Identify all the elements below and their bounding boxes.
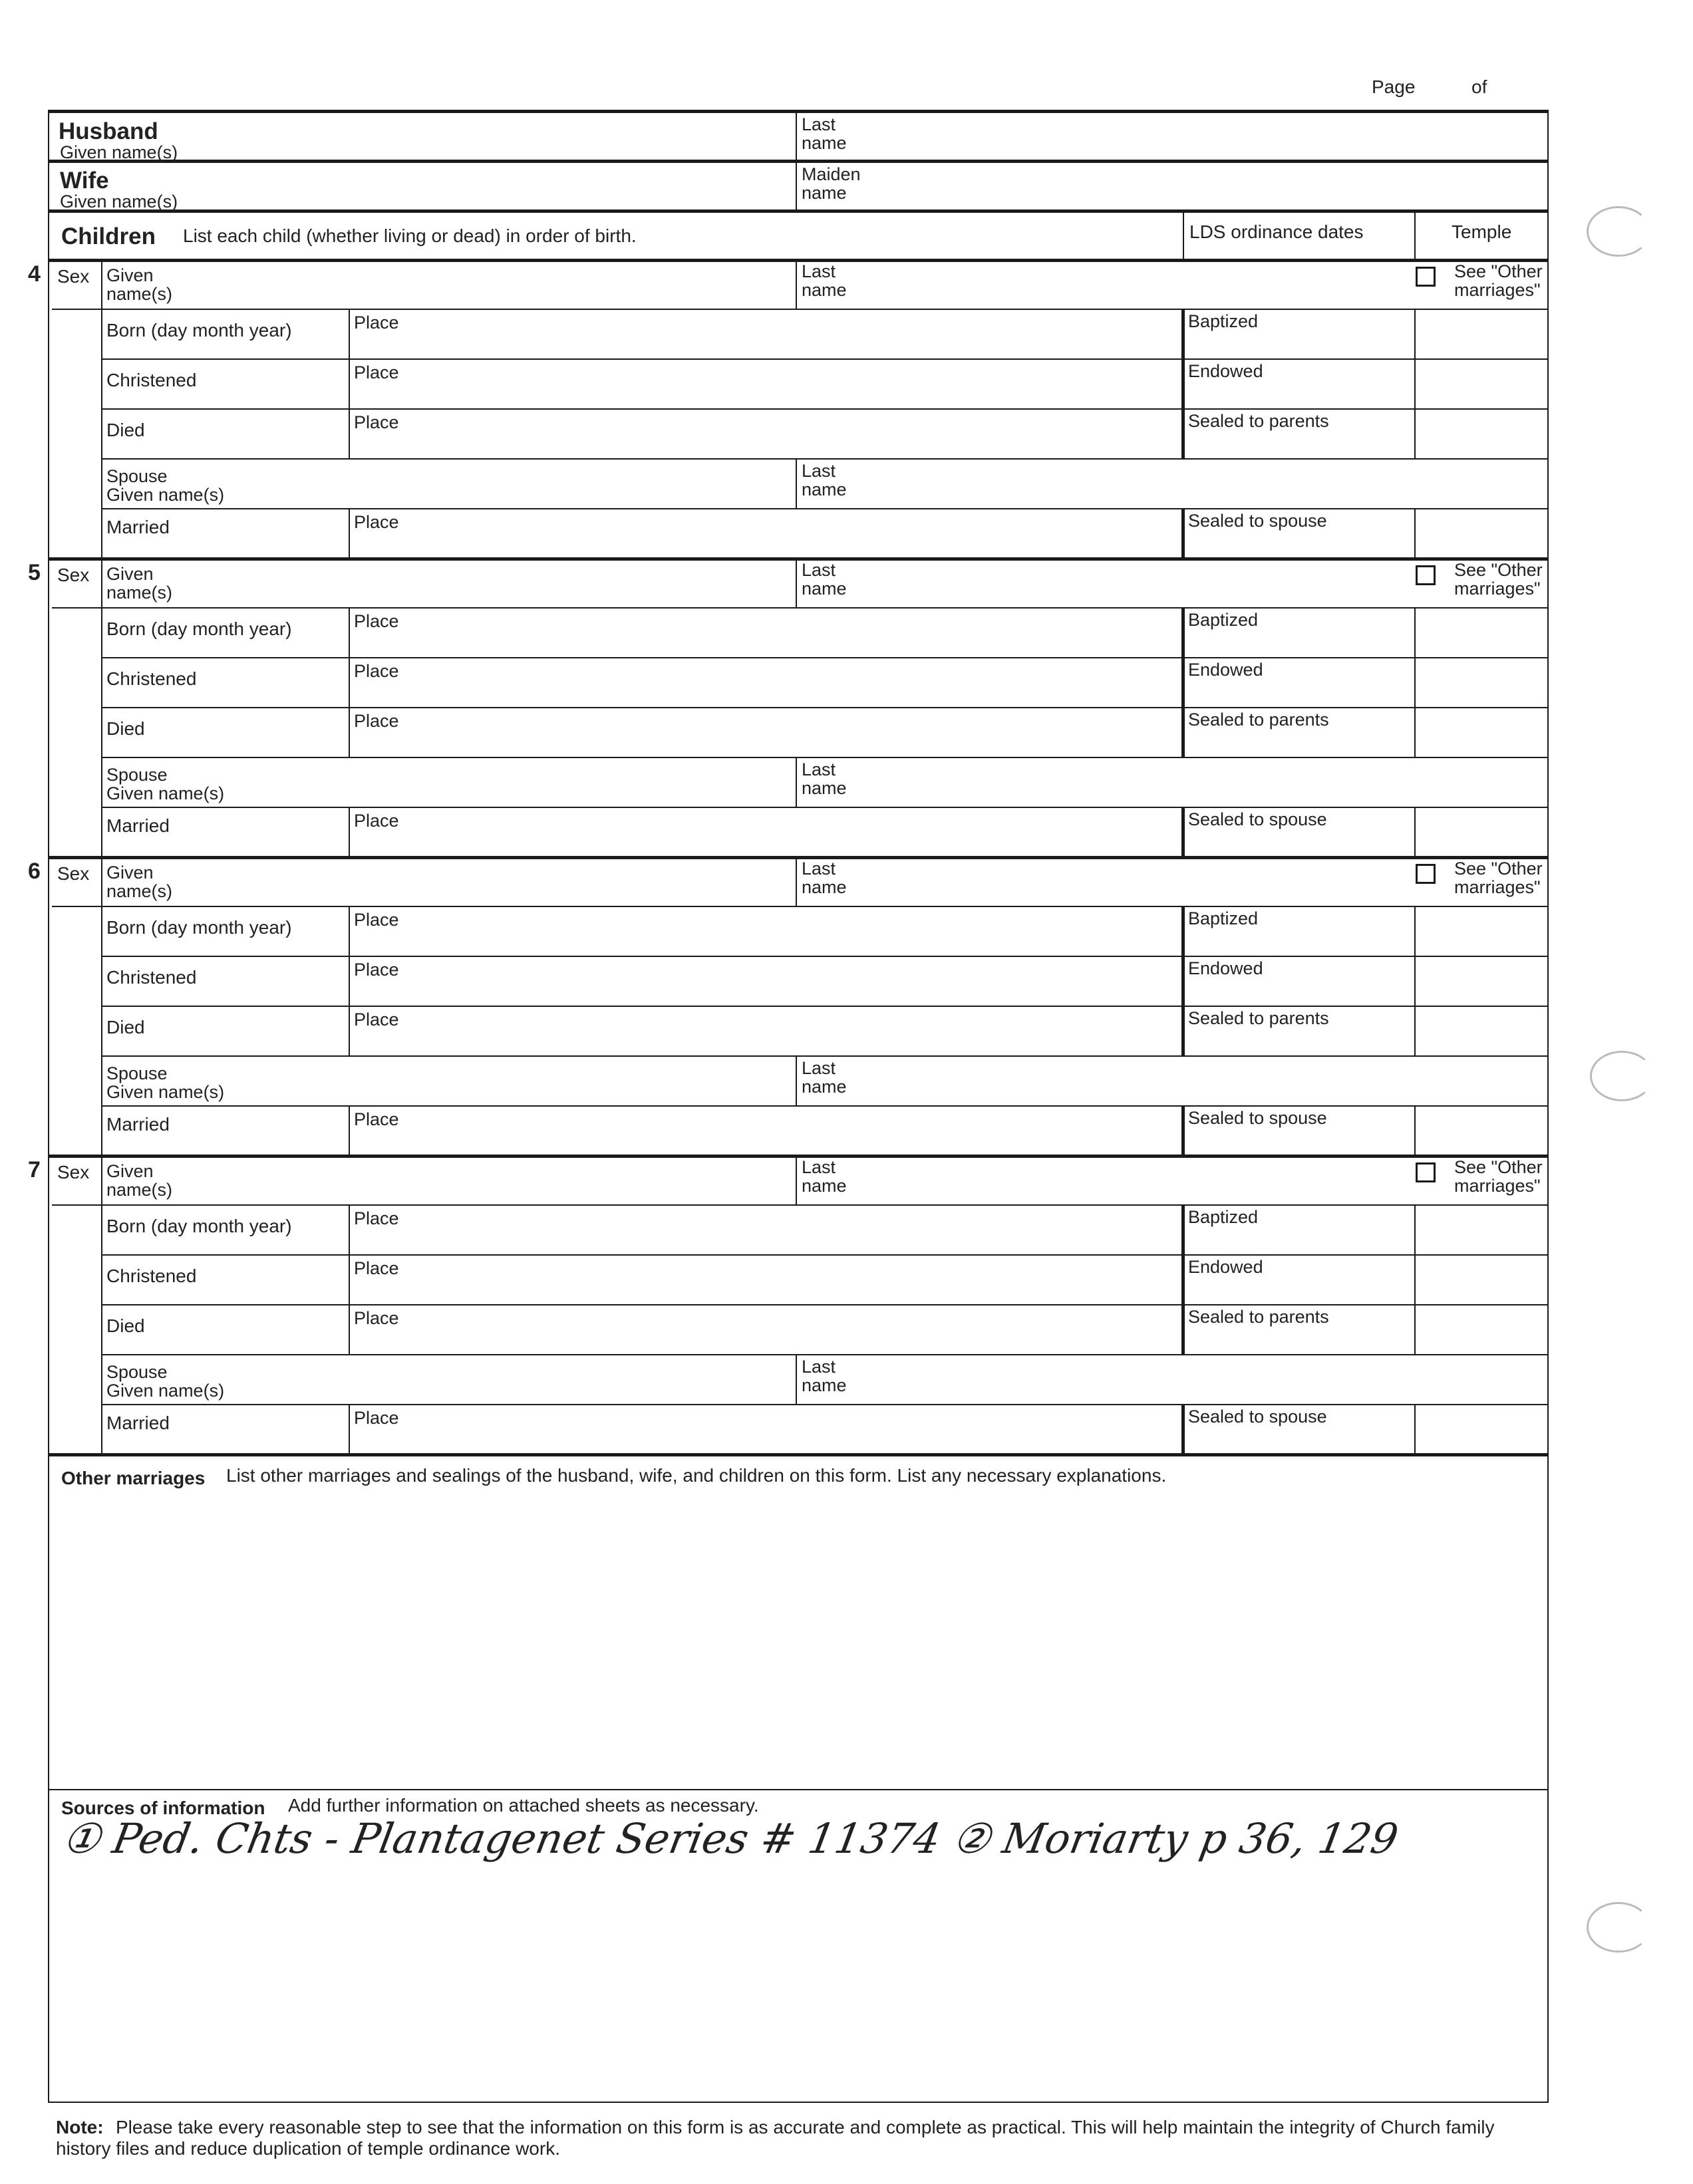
event-place-divider bbox=[349, 1204, 350, 1254]
sources-handwritten: ① Ped. Chts - Plantagenet Series # 11374 ② Moriarty p 36, 129 bbox=[59, 1814, 1402, 1863]
temple-divider bbox=[1414, 707, 1416, 757]
spouse-given-label: Given name(s) bbox=[106, 783, 225, 803]
died-label: Died bbox=[106, 1315, 145, 1336]
husband-title: Husband bbox=[59, 118, 158, 144]
page-number-field[interactable] bbox=[1424, 73, 1463, 97]
temple-divider bbox=[1414, 508, 1416, 557]
last-label: Last bbox=[802, 1157, 836, 1177]
temple-divider bbox=[1414, 1006, 1416, 1055]
note-title: Note: bbox=[56, 2117, 104, 2137]
form-top-border bbox=[48, 110, 1549, 113]
husband-last-label-2: name bbox=[802, 133, 847, 153]
temple-divider bbox=[1414, 1304, 1416, 1354]
punch-hole-top bbox=[1587, 206, 1650, 257]
ordinance-divider bbox=[1181, 807, 1185, 856]
spouse-last-field[interactable] bbox=[865, 761, 1537, 803]
sex-field[interactable] bbox=[52, 589, 98, 851]
temple-divider bbox=[1414, 358, 1416, 408]
married-label: Married bbox=[106, 517, 170, 537]
note-line-2: history files and reduce duplication of temple ordinance work. bbox=[56, 2138, 560, 2159]
spouse-last-divider bbox=[796, 1055, 797, 1105]
event-place-divider bbox=[349, 657, 350, 707]
child-last-field[interactable] bbox=[865, 1159, 1397, 1200]
endowed-label: Endowed bbox=[1188, 958, 1263, 978]
wife-given-label: Given name(s) bbox=[60, 192, 178, 211]
event-place-divider bbox=[349, 358, 350, 408]
sealed-spouse-label: Sealed to spouse bbox=[1188, 1407, 1327, 1427]
row-divider bbox=[101, 1304, 1549, 1305]
christened-place-field[interactable] bbox=[412, 1258, 1177, 1301]
baptized-date-field[interactable] bbox=[1188, 1228, 1408, 1252]
given-label: Given bbox=[106, 1161, 154, 1181]
row-divider bbox=[101, 358, 1549, 360]
event-place-divider bbox=[349, 956, 350, 1006]
event-place-divider bbox=[349, 707, 350, 757]
sealed-spouse-temple-field[interactable] bbox=[1420, 1408, 1543, 1449]
baptized-label: Baptized bbox=[1188, 311, 1259, 331]
christened-label: Christened bbox=[106, 668, 197, 689]
row-divider bbox=[101, 1404, 1549, 1405]
temple-divider bbox=[1414, 1404, 1416, 1453]
place-label: Place bbox=[354, 412, 399, 432]
place-label: Place bbox=[354, 1208, 399, 1228]
sex-field[interactable] bbox=[52, 1186, 98, 1448]
sources-instruction: Add further information on attached sheets as necessary. bbox=[288, 1795, 759, 1816]
lds-ordinance-label: LDS ordinance dates bbox=[1189, 221, 1364, 242]
last-label-2: name bbox=[802, 1176, 847, 1196]
child-block-separator bbox=[48, 1155, 1549, 1158]
married-place-divider bbox=[349, 1105, 350, 1155]
ordinance-divider bbox=[1181, 1105, 1185, 1155]
row-divider bbox=[101, 807, 1549, 808]
endowed-temple-field[interactable] bbox=[1420, 362, 1543, 405]
sealed-spouse-label: Sealed to spouse bbox=[1188, 1108, 1327, 1128]
sex-label: Sex bbox=[57, 863, 90, 884]
event-place-divider bbox=[349, 1006, 350, 1055]
see-other-label-2: marriages" bbox=[1454, 877, 1541, 897]
spouse-last-label-2: name bbox=[802, 479, 847, 499]
sealed_parents-temple-field[interactable] bbox=[1420, 711, 1543, 753]
died-place-field[interactable] bbox=[412, 1308, 1177, 1351]
temple-divider bbox=[1414, 807, 1416, 856]
temple-divider bbox=[1414, 657, 1416, 707]
spouse-given-field[interactable] bbox=[239, 1358, 785, 1401]
spouse-last-label: Last bbox=[802, 759, 836, 779]
row-divider bbox=[52, 607, 1549, 609]
ordinance-divider bbox=[1181, 309, 1185, 358]
row-divider bbox=[101, 508, 1549, 509]
spouse-given-label: Given name(s) bbox=[106, 1381, 225, 1401]
of-label: of bbox=[1471, 76, 1487, 97]
ordinance-divider bbox=[1181, 657, 1185, 707]
child-number: 6 bbox=[28, 859, 41, 884]
place-label: Place bbox=[354, 661, 399, 681]
sealed_parents-date-field[interactable] bbox=[1188, 432, 1408, 456]
given-label-2: name(s) bbox=[106, 881, 173, 901]
see-other-label: See "Other bbox=[1454, 1157, 1543, 1177]
born-place-field[interactable] bbox=[412, 313, 1177, 355]
see-other-label-2: marriages" bbox=[1454, 1176, 1541, 1196]
row-divider bbox=[101, 757, 1549, 758]
temple-divider bbox=[1414, 607, 1416, 657]
punch-hole-bottom bbox=[1587, 1902, 1650, 1953]
see-other-label: See "Other bbox=[1454, 560, 1543, 580]
married-place-field[interactable] bbox=[412, 1109, 1177, 1151]
christened-label: Christened bbox=[106, 370, 197, 390]
spouse-given-field[interactable] bbox=[239, 462, 785, 505]
place-label: Place bbox=[354, 1308, 399, 1328]
sex-label: Sex bbox=[57, 565, 90, 585]
spouse-given-label: Given name(s) bbox=[106, 1082, 225, 1102]
ordinance-divider bbox=[1181, 1006, 1185, 1055]
spouse-label: Spouse bbox=[106, 765, 168, 785]
wife-maiden-field[interactable] bbox=[865, 164, 1537, 207]
born-place-field[interactable] bbox=[412, 910, 1177, 952]
child-number: 4 bbox=[28, 261, 41, 287]
sealed-spouse-date-field[interactable] bbox=[1188, 532, 1408, 555]
ordinance-divider bbox=[1181, 1304, 1185, 1354]
sex-label: Sex bbox=[57, 266, 90, 287]
temple-header-divider bbox=[1414, 209, 1416, 259]
child-given-field[interactable] bbox=[200, 1159, 785, 1200]
children-header-bottom bbox=[48, 259, 1549, 262]
row-divider bbox=[52, 906, 1549, 907]
sealed_parents-temple-field[interactable] bbox=[1420, 1010, 1543, 1052]
endowed-date-field[interactable] bbox=[1188, 1278, 1408, 1302]
event-place-divider bbox=[349, 607, 350, 657]
place-label: Place bbox=[354, 1010, 399, 1029]
given-label-2: name(s) bbox=[106, 1180, 173, 1200]
row-divider bbox=[101, 1354, 1549, 1355]
row-divider bbox=[101, 657, 1549, 658]
ordinance-divider bbox=[1181, 1404, 1185, 1453]
sealed_parents-label: Sealed to parents bbox=[1188, 1307, 1329, 1327]
spouse-label: Spouse bbox=[106, 466, 168, 486]
endowed-temple-field[interactable] bbox=[1420, 1258, 1543, 1301]
married-place-divider bbox=[349, 807, 350, 856]
baptized-label: Baptized bbox=[1188, 1207, 1259, 1227]
baptized-temple-field[interactable] bbox=[1420, 910, 1543, 952]
husband-given-label: Given name(s) bbox=[60, 142, 178, 162]
spouse-label: Spouse bbox=[106, 1362, 168, 1382]
ordinance-divider bbox=[1181, 707, 1185, 757]
endowed-date-field[interactable] bbox=[1188, 980, 1408, 1004]
child-given-field[interactable] bbox=[200, 263, 785, 304]
endowed-label: Endowed bbox=[1188, 361, 1263, 381]
row-divider bbox=[101, 408, 1549, 410]
other-marriages-bottom bbox=[48, 1789, 1549, 1790]
given-label: Given bbox=[106, 863, 154, 883]
temple-divider bbox=[1414, 408, 1416, 458]
spouse-last-divider bbox=[796, 1354, 797, 1404]
see-other-label: See "Other bbox=[1454, 859, 1543, 879]
child-given-field[interactable] bbox=[200, 561, 785, 603]
died-label: Died bbox=[106, 718, 145, 739]
christened-label: Christened bbox=[106, 1266, 197, 1286]
child-block-separator bbox=[48, 856, 1549, 859]
endowed-date-field[interactable] bbox=[1188, 382, 1408, 406]
christened-place-field[interactable] bbox=[412, 960, 1177, 1002]
married-label: Married bbox=[106, 1413, 170, 1433]
temple-divider bbox=[1414, 1204, 1416, 1254]
wife-maiden-label: Maiden bbox=[802, 164, 861, 184]
sealed_parents-temple-field[interactable] bbox=[1420, 412, 1543, 455]
sealed_parents-temple-field[interactable] bbox=[1420, 1308, 1543, 1351]
temple-divider bbox=[1414, 906, 1416, 956]
endowed-label: Endowed bbox=[1188, 660, 1263, 680]
row-divider bbox=[101, 458, 1549, 460]
event-place-divider bbox=[349, 1304, 350, 1354]
last-label: Last bbox=[802, 859, 836, 879]
last-label-2: name bbox=[802, 579, 847, 599]
spouse-last-divider bbox=[796, 458, 797, 508]
given-last-divider bbox=[796, 856, 797, 906]
given-last-divider bbox=[796, 259, 797, 309]
child-last-field[interactable] bbox=[865, 263, 1397, 304]
temple-divider bbox=[1414, 956, 1416, 1006]
place-label: Place bbox=[354, 1109, 399, 1129]
row-divider bbox=[101, 956, 1549, 957]
given-last-divider bbox=[796, 557, 797, 607]
sealed_parents-label: Sealed to parents bbox=[1188, 411, 1329, 431]
married-label: Married bbox=[106, 815, 170, 836]
see-other-label-2: marriages" bbox=[1454, 579, 1541, 599]
form-left-border bbox=[48, 110, 49, 2102]
other-marriages-field[interactable] bbox=[60, 1493, 1537, 1779]
ordinance-divider bbox=[1181, 358, 1185, 408]
endowed-date-field[interactable] bbox=[1188, 681, 1408, 705]
place-label: Place bbox=[354, 362, 399, 382]
baptized-temple-field[interactable] bbox=[1420, 1208, 1543, 1251]
endowed-temple-field[interactable] bbox=[1420, 960, 1543, 1002]
note-line-1: Please take every reasonable step to see that the information on this form is as accurate and complete as practical. This will help maintain the integrity of Church family bbox=[116, 2117, 1495, 2137]
row-divider bbox=[52, 309, 1549, 310]
row-divider bbox=[101, 1254, 1549, 1256]
wife-maiden-label-2: name bbox=[802, 183, 847, 203]
place-label: Place bbox=[354, 313, 399, 333]
endowed-label: Endowed bbox=[1188, 1257, 1263, 1277]
lds-header-divider bbox=[1183, 209, 1184, 259]
born-place-field[interactable] bbox=[412, 1208, 1177, 1251]
sealed-spouse-temple-field[interactable] bbox=[1420, 811, 1543, 852]
event-place-divider bbox=[349, 1254, 350, 1304]
baptized-date-field[interactable] bbox=[1188, 631, 1408, 655]
sealed_parents-date-field[interactable] bbox=[1188, 731, 1408, 755]
sex-field[interactable] bbox=[52, 291, 98, 552]
row-divider bbox=[101, 1055, 1549, 1057]
place-label: Place bbox=[354, 512, 399, 532]
spouse-last-field[interactable] bbox=[865, 1059, 1537, 1102]
married-place-divider bbox=[349, 1404, 350, 1453]
sealed-spouse-date-field[interactable] bbox=[1188, 1129, 1408, 1152]
see-other-marriages-checkbox[interactable] bbox=[1416, 1162, 1436, 1182]
spouse-given-field[interactable] bbox=[239, 761, 785, 803]
husband-given-field[interactable] bbox=[253, 114, 785, 157]
punch-hole-middle bbox=[1590, 1051, 1654, 1101]
row-divider bbox=[101, 1006, 1549, 1007]
spouse-given-label: Given name(s) bbox=[106, 485, 225, 505]
married-place-field[interactable] bbox=[412, 1408, 1177, 1449]
sources-field[interactable] bbox=[60, 1869, 1537, 2088]
born-label: Born (day month year) bbox=[106, 917, 292, 938]
child-last-field[interactable] bbox=[865, 860, 1397, 901]
row-divider bbox=[101, 1105, 1549, 1107]
child-last-field[interactable] bbox=[865, 561, 1397, 603]
see-other-marriages-checkbox[interactable] bbox=[1416, 565, 1436, 585]
last-label-2: name bbox=[802, 280, 847, 300]
ordinance-divider bbox=[1181, 956, 1185, 1006]
wife-title: Wife bbox=[60, 168, 109, 194]
temple-label: Temple bbox=[1452, 221, 1512, 242]
sources-title: Sources of information bbox=[61, 1798, 265, 1818]
ordinance-divider bbox=[1181, 508, 1185, 557]
sealed-spouse-label: Sealed to spouse bbox=[1188, 809, 1327, 829]
given-label: Given bbox=[106, 265, 154, 285]
given-last-divider bbox=[796, 1155, 797, 1204]
baptized-temple-field[interactable] bbox=[1420, 611, 1543, 654]
page-total-field[interactable] bbox=[1497, 73, 1543, 97]
spouse-last-label: Last bbox=[802, 461, 836, 481]
spouse-last-label-2: name bbox=[802, 778, 847, 798]
husband-last-field[interactable] bbox=[865, 114, 1537, 157]
husband-last-label: Last bbox=[802, 114, 836, 134]
temple-divider bbox=[1414, 1105, 1416, 1155]
died-place-field[interactable] bbox=[412, 1010, 1177, 1052]
last-label-2: name bbox=[802, 877, 847, 897]
temple-divider bbox=[1414, 1254, 1416, 1304]
married-place-field[interactable] bbox=[412, 512, 1177, 553]
see-other-label: See "Other bbox=[1454, 261, 1543, 281]
spouse-last-divider bbox=[796, 757, 797, 807]
married-label: Married bbox=[106, 1114, 170, 1135]
spouse-last-label-2: name bbox=[802, 1077, 847, 1097]
spouse-last-label-2: name bbox=[802, 1375, 847, 1395]
ordinance-divider bbox=[1181, 906, 1185, 956]
spouse-last-label: Last bbox=[802, 1058, 836, 1078]
sealed_parents-date-field[interactable] bbox=[1188, 1029, 1408, 1053]
page-label: Page bbox=[1372, 76, 1416, 97]
ordinance-divider bbox=[1181, 408, 1185, 458]
place-label: Place bbox=[354, 960, 399, 980]
see-other-label-2: marriages" bbox=[1454, 280, 1541, 300]
ordinance-divider bbox=[1181, 607, 1185, 657]
other-marriages-instruction: List other marriages and sealings of the husband, wife, and children on this form. List any necessary explanations. bbox=[226, 1465, 1167, 1486]
sealed-spouse-date-field[interactable] bbox=[1188, 1428, 1408, 1450]
wife-given-field[interactable] bbox=[253, 164, 785, 207]
sealed_parents-label: Sealed to parents bbox=[1188, 710, 1329, 730]
born-label: Born (day month year) bbox=[106, 320, 292, 341]
other-marriages-title: Other marriages bbox=[61, 1468, 206, 1488]
last-label: Last bbox=[802, 261, 836, 281]
spouse-label: Spouse bbox=[106, 1063, 168, 1083]
christened-place-field[interactable] bbox=[412, 661, 1177, 704]
children-instruction: List each child (whether living or dead) in order of birth. bbox=[183, 225, 637, 246]
event-place-divider bbox=[349, 309, 350, 358]
given-label-2: name(s) bbox=[106, 583, 173, 603]
husband-wife-separator bbox=[48, 160, 1549, 163]
child-block-separator bbox=[48, 557, 1549, 561]
temple-divider bbox=[1414, 309, 1416, 358]
see-other-marriages-checkbox[interactable] bbox=[1416, 864, 1436, 884]
event-place-divider bbox=[349, 906, 350, 956]
baptized-label: Baptized bbox=[1188, 610, 1259, 630]
christened-label: Christened bbox=[106, 967, 197, 988]
christened-place-field[interactable] bbox=[412, 362, 1177, 405]
died-place-field[interactable] bbox=[412, 412, 1177, 455]
see-other-marriages-checkbox[interactable] bbox=[1416, 267, 1436, 287]
spouse-last-label: Last bbox=[802, 1357, 836, 1377]
child-given-field[interactable] bbox=[200, 860, 785, 901]
married-place-field[interactable] bbox=[412, 811, 1177, 852]
baptized-temple-field[interactable] bbox=[1420, 313, 1543, 355]
form-bottom-border bbox=[48, 2102, 1549, 2103]
children-title: Children bbox=[61, 223, 156, 249]
last-label: Last bbox=[802, 560, 836, 580]
born-place-field[interactable] bbox=[412, 611, 1177, 654]
sealed-spouse-temple-field[interactable] bbox=[1420, 512, 1543, 553]
spouse-given-field[interactable] bbox=[239, 1059, 785, 1102]
baptized-date-field[interactable] bbox=[1188, 333, 1408, 356]
sex-label: Sex bbox=[57, 1162, 90, 1182]
ordinance-divider bbox=[1181, 1204, 1185, 1254]
place-label: Place bbox=[354, 1258, 399, 1278]
sealed-spouse-temple-field[interactable] bbox=[1420, 1109, 1543, 1151]
sex-field[interactable] bbox=[52, 888, 98, 1149]
place-label: Place bbox=[354, 611, 399, 631]
place-label: Place bbox=[354, 811, 399, 831]
place-label: Place bbox=[354, 910, 399, 930]
died-place-field[interactable] bbox=[412, 711, 1177, 753]
sealed-spouse-date-field[interactable] bbox=[1188, 831, 1408, 853]
place-label: Place bbox=[354, 711, 399, 731]
given-label: Given bbox=[106, 564, 154, 584]
row-divider bbox=[101, 707, 1549, 708]
sealed_parents-label: Sealed to parents bbox=[1188, 1008, 1329, 1028]
child-block-separator bbox=[48, 1453, 1549, 1456]
sealed-spouse-label: Sealed to spouse bbox=[1188, 511, 1327, 531]
born-label: Born (day month year) bbox=[106, 618, 292, 639]
baptized-date-field[interactable] bbox=[1188, 930, 1408, 954]
place-label: Place bbox=[354, 1408, 399, 1428]
endowed-temple-field[interactable] bbox=[1420, 661, 1543, 704]
died-label: Died bbox=[106, 1017, 145, 1037]
spouse-last-field[interactable] bbox=[865, 1358, 1537, 1401]
born-label: Born (day month year) bbox=[106, 1216, 292, 1236]
given-label-2: name(s) bbox=[106, 284, 173, 304]
child-number: 5 bbox=[28, 560, 41, 585]
died-label: Died bbox=[106, 420, 145, 440]
baptized-label: Baptized bbox=[1188, 908, 1259, 928]
child-number: 7 bbox=[28, 1157, 41, 1182]
spouse-last-field[interactable] bbox=[865, 462, 1537, 505]
sealed_parents-date-field[interactable] bbox=[1188, 1328, 1408, 1352]
row-divider bbox=[52, 1204, 1549, 1206]
married-place-divider bbox=[349, 508, 350, 557]
event-place-divider bbox=[349, 408, 350, 458]
wife-children-separator bbox=[48, 209, 1549, 213]
ordinance-divider bbox=[1181, 1254, 1185, 1304]
